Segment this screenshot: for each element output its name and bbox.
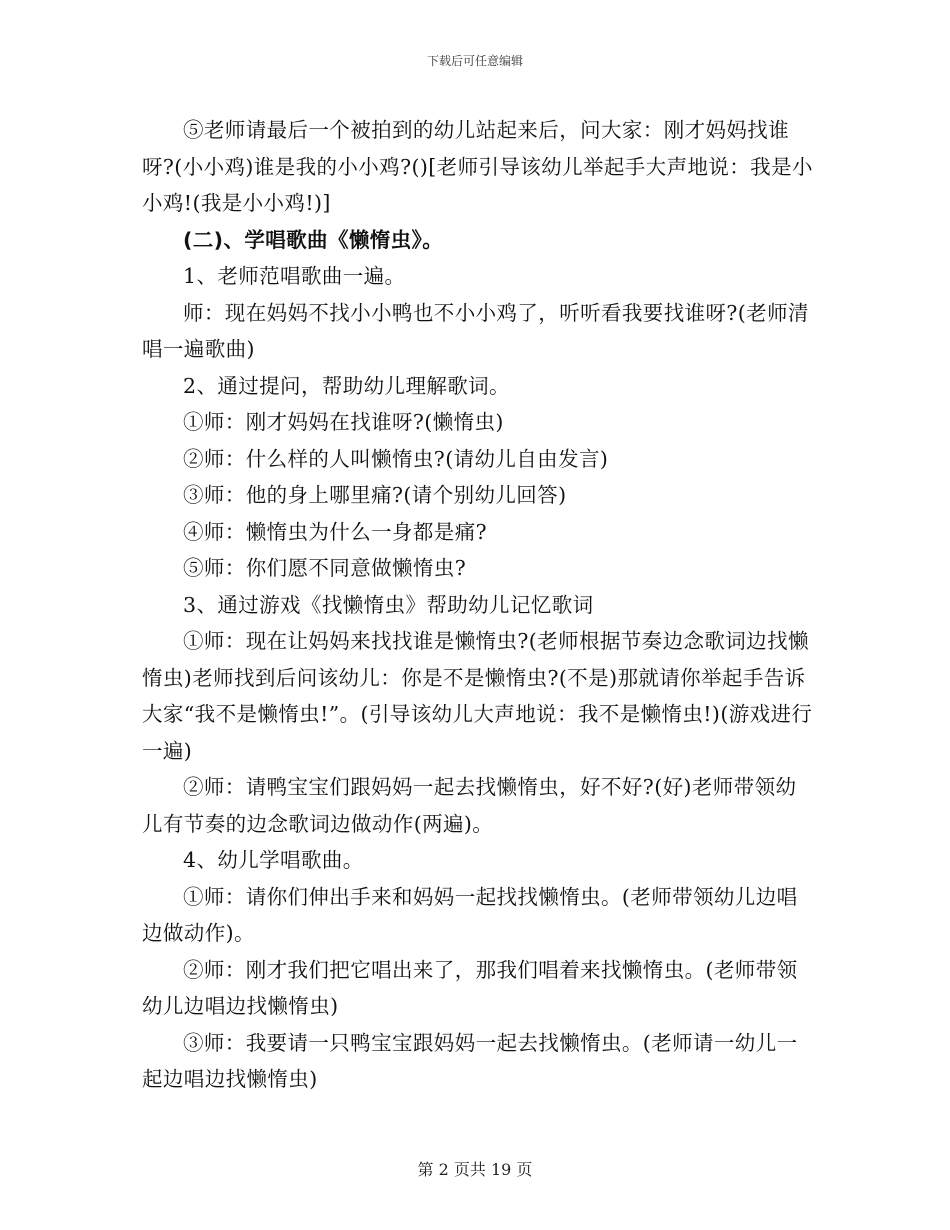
paragraph-teacher-line: 师：现在妈妈不找小小鸭也不小小鸡了，听听看我要找谁呀?(老师清唱一遍歌曲) — [142, 300, 809, 361]
page-footer: 第 2 页共 19 页 — [417, 1160, 533, 1179]
paragraph-sing-1: ①师：请你们伸出手来和妈妈一起找找懒惰虫。(老师带领幼儿边唱边做动作)。 — [142, 884, 798, 945]
paragraph-question-5: ⑤师：你们愿不同意做懒惰虫? — [183, 556, 467, 580]
document-body — [142, 112, 814, 1098]
paragraph-question-4: ④师：懒惰虫为什么一身都是痛? — [183, 519, 487, 544]
paragraph-step5: ⑤老师请最后一个被拍到的幼儿站起来后，问大家：刚才妈妈找谁呀?(小小鸡)谁是我的小小鸡?()[老师引导该幼儿举起手大声地说：我是小小鸡!(我是小小鸡!)] — [142, 118, 813, 215]
paragraph-sing-2: ②师：刚才我们把它唱出来了，那我们唱着来找懒惰虫。(老师带领幼儿边唱边找懒惰虫) — [142, 957, 798, 1018]
paragraph-question-3: ③师：他的身上哪里痛?(请个别幼儿回答) — [183, 483, 567, 507]
paragraph-game-1: ①师：现在让妈妈来找找谁是懒惰虫?(老师根据节奏边念歌词边找懒惰虫)老师找到后问该幼儿：你是不是懒惰虫?(不是)那就请你举起手告诉大家“我不是懒惰虫!”。(引导该幼儿大声地说：我不是懒惰虫!)(游戏进行一遍) — [142, 629, 813, 763]
paragraph-sing-3: ③师：我要请一只鸭宝宝跟妈妈一起去找懒惰虫。(老师请一幼儿一起边唱边找懒惰虫) — [142, 1030, 798, 1091]
paragraph-question-1: ①师：刚才妈妈在找谁呀?(懒惰虫) — [183, 410, 504, 434]
paragraph-question-2: ②师：什么样的人叫懒惰虫?(请幼儿自由发言) — [183, 446, 609, 471]
paragraph-item-1: 1、老师范唱歌曲一遍。 — [183, 264, 406, 288]
paragraph-item-4: 4、幼儿学唱歌曲。 — [183, 848, 364, 872]
paragraph-item-3: 3、通过游戏《找懒惰虫》帮助幼儿记忆歌词 — [183, 592, 594, 617]
page-header: 下载后可任意编辑 — [426, 54, 523, 68]
section-heading-learn-song: (二)、学唱歌曲《懒惰虫》。 — [183, 227, 444, 252]
paragraph-item-2: 2、通过提问，帮助幼儿理解歌词。 — [183, 373, 510, 398]
paragraph-game-2: ②师：请鸭宝宝们跟妈妈一起去找懒惰虫，好不好?(好)老师带领幼儿有节奏的边念歌词边做动作(两遍)。 — [142, 775, 797, 836]
